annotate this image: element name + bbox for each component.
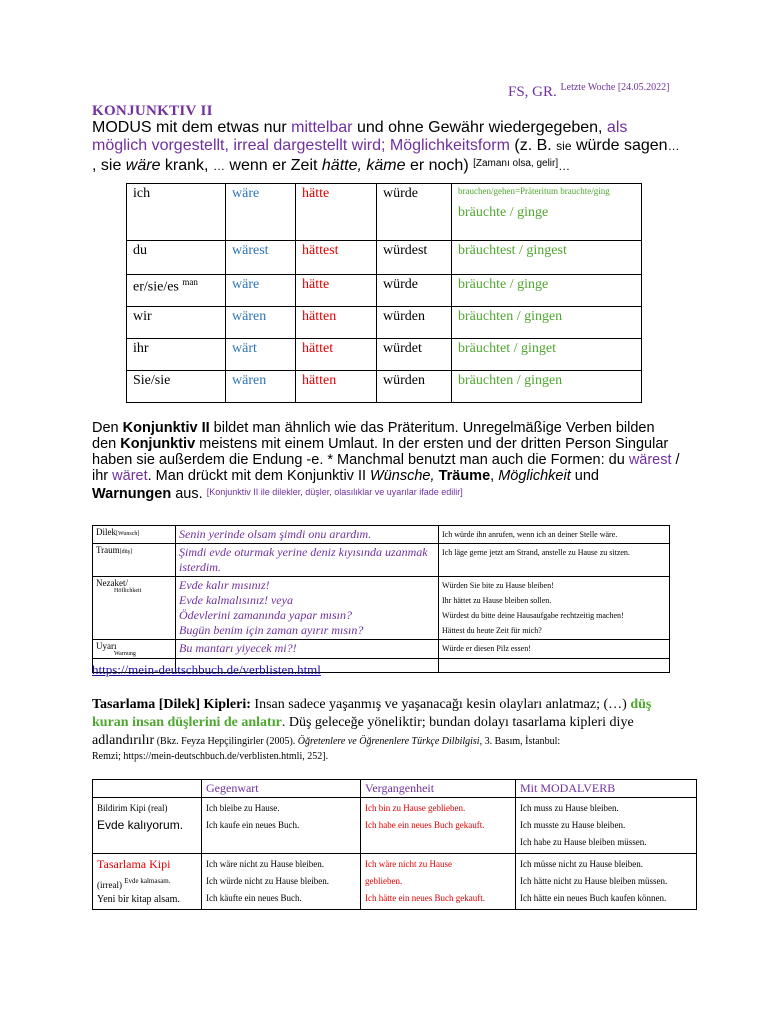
- pronoun: du: [133, 243, 147, 258]
- modes-row: [93, 798, 697, 854]
- wish-german: Würden Sie bite zu Hause bleiben!: [442, 581, 554, 590]
- wish-label-cell: [93, 526, 176, 544]
- gegenwart-cell: [202, 854, 361, 910]
- wish-label: Dilek: [96, 527, 116, 537]
- verb-form: bräuchte / ginge: [458, 277, 549, 292]
- intro-text: wenn er Zeit: [224, 157, 322, 174]
- modalverb-sentence: Ich hätte ein neues Buch kaufen können.: [520, 893, 667, 903]
- waere-cell: wären: [226, 371, 296, 403]
- page-title: KONJUNKTIV II: [92, 103, 213, 119]
- verb-form: bräuchtest / gingest: [458, 243, 567, 258]
- pronoun: ich: [133, 186, 151, 201]
- intro-translation: [Zamanı olsa, gelir]: [473, 158, 559, 169]
- verb-form-cell: [452, 241, 642, 275]
- verb-form-cell: [452, 184, 642, 241]
- modalverb-sentence: Ich müsse nicht zu Hause bleiben.: [520, 859, 643, 869]
- verb-form: bräuchte / ginge: [458, 205, 549, 220]
- vergangenheit-sentence: Ich hätte ein neues Buch gekauft.: [365, 893, 485, 903]
- intro-text: sie: [556, 139, 572, 153]
- wish-german: Ich läge gerne jetzt am Strand, anstelle zu Hause zu sitzen.: [442, 548, 630, 557]
- para-text: bildet man ähnlich wie das Präteritum. Unregelmäßige Verben bilden den: [92, 420, 655, 452]
- modes-header: [93, 780, 202, 798]
- modes-table: [92, 779, 697, 910]
- vergangenheit-sentence: Ich bin zu Hause geblieben.: [365, 803, 466, 813]
- verb-form-cell: [452, 307, 642, 339]
- verb-form-note: brauchen/gehen=Präteritum brauchte/ging: [458, 186, 610, 196]
- intro-example: hätte, käme: [321, 157, 406, 174]
- wish-label-cell: [93, 640, 176, 659]
- verb-form: bräuchten / gingen: [458, 373, 563, 388]
- verblisten-link[interactable]: https://mein-deutschbuch.de/verblisten.html: [92, 662, 321, 677]
- vergangenheit-sentence: Ich wäre nicht zu Hause: [365, 859, 452, 869]
- pronoun: Sie/sie: [133, 373, 171, 388]
- tasarlama-reference: , 3. Basım, İstanbul:: [479, 736, 561, 747]
- wish-examples-table: [92, 525, 670, 673]
- intro-text: würde sagen: [571, 137, 668, 154]
- tasarlama-paragraph: [92, 696, 682, 763]
- intro-text: …: [212, 159, 225, 173]
- para-term: Warnungen: [92, 486, 172, 502]
- pronoun-cell: [127, 184, 226, 241]
- mode-label-cell: [93, 798, 202, 854]
- tasarlama-reference: (Bkz. Feyza Hepçilingirler (2005).: [154, 736, 298, 747]
- conjugation-row: [127, 339, 642, 371]
- gegenwart-cell: [202, 798, 361, 854]
- mode-label: Tasarlama Kipi: [97, 857, 171, 871]
- para-term: Konjunktiv: [120, 436, 196, 452]
- wish-turkish-cell: [176, 640, 439, 659]
- mode-example-small: Evde kalmasam.: [124, 877, 171, 885]
- modalverb-sentence: Ich hätte nicht zu Hause bleiben müssen.: [520, 876, 668, 886]
- intro-text: , sie: [92, 157, 126, 174]
- conjugation-row: [127, 371, 642, 403]
- intro-text: er noch): [405, 157, 474, 174]
- wish-turkish: Şimdi evde oturmak yerine deniz kıyısında uzanmak isterdim.: [179, 545, 428, 574]
- wish-turkish: Evde kalır mısınız!: [179, 578, 270, 592]
- pronoun: wir: [133, 309, 152, 324]
- wuerde-cell: würden: [377, 371, 452, 403]
- wuerde-cell: würde: [377, 275, 452, 307]
- wish-turkish: Evde kalmalısınız! veya: [179, 593, 293, 607]
- conjugation-row: [127, 241, 642, 275]
- conjugation-row: [127, 307, 642, 339]
- verb-form-cell: [452, 275, 642, 307]
- modes-header: Gegenwart: [202, 780, 361, 798]
- wish-turkish: Ödevlerini zamanında yapar mısın?: [179, 608, 352, 622]
- vergangenheit-sentence: geblieben.: [365, 876, 403, 886]
- tasarlama-text: Insan sadece yaşanmış ve yaşanacağı kesin olayları anlatmaz; (…): [250, 697, 631, 712]
- intro-paragraph: [92, 119, 682, 175]
- wish-label-sub: Höflichkeit: [114, 588, 142, 594]
- intro-example: wäre: [125, 157, 161, 174]
- verb-form: bräuchtet / ginget: [458, 341, 556, 356]
- para-text: Den: [92, 420, 123, 436]
- haette-cell: hätten: [296, 371, 377, 403]
- para-text: aus.: [171, 486, 207, 502]
- intro-mittelbar: mittelbar: [291, 119, 353, 136]
- wish-label-cell: [93, 577, 176, 640]
- tasarlama-reference-cont: Remzi; https://mein-deutschbuch.de/verblisten.htmli, 252].: [92, 751, 329, 762]
- intro-text: (z. B.: [509, 137, 557, 154]
- intro-text: und ohne Gewähr wiedergegeben,: [352, 119, 607, 136]
- para-translation-note: [Konjunktiv II ile dilekler, düşler, olasılıklar ve uyarılar ifade edilir]: [206, 487, 463, 497]
- gegenwart-sentence: Ich bleibe zu Hause.: [206, 803, 280, 813]
- para-term: Konjunktiv II: [122, 420, 210, 436]
- author-initials: FS, GR.: [508, 84, 557, 100]
- para-text: ,: [490, 468, 499, 484]
- pronoun-cell: [127, 275, 226, 307]
- pronoun-cell: [127, 307, 226, 339]
- vergangenheit-sentence: Ich habe ein neues Buch gekauft.: [365, 820, 485, 830]
- para-text: . Man drückt mit dem Konjunktiv II: [147, 468, 371, 484]
- tasarlama-reference-book: Öğretenlere ve Öğrenenlere Türkçe Dilbilgisi: [297, 736, 480, 747]
- intro-text: …: [558, 159, 571, 173]
- wish-turkish-cell: [176, 526, 439, 544]
- wish-german: Hättest du heute Zeit für mich?: [442, 626, 542, 635]
- vergangenheit-cell: [361, 798, 516, 854]
- conjugation-row: [127, 275, 642, 307]
- wish-turkish: Bugün benim için zaman ayırır mısın?: [179, 623, 364, 637]
- wish-row: [93, 544, 670, 577]
- conjugation-table: [126, 183, 642, 403]
- waere-cell: wärest: [226, 241, 296, 275]
- gegenwart-sentence: Ich wäre nicht zu Hause bleiben.: [206, 859, 324, 869]
- mode-irreal-label: (irreal): [97, 880, 122, 890]
- wish-label: Nezaket/: [96, 578, 128, 588]
- wish-german: Würdest du bitte deine Hausaufgabe rechtzeitig machen!: [442, 611, 624, 620]
- pronoun: er/sie/es: [133, 279, 179, 295]
- wish-turkish-cell: [176, 544, 439, 577]
- tasarlama-heading: Tasarlama [Dilek] Kipleri:: [92, 697, 251, 712]
- mode-label-cell: [93, 854, 202, 910]
- modalverb-sentence: Ich musste zu Hause bleiben.: [520, 820, 626, 830]
- vergangenheit-cell: [361, 854, 516, 910]
- wish-label: Traum: [96, 545, 120, 555]
- haette-cell: hätten: [296, 307, 377, 339]
- wish-turkish-cell: [176, 577, 439, 640]
- para-term: Wünsche,: [370, 468, 435, 484]
- conjugation-row: [127, 184, 642, 241]
- wuerde-cell: würdest: [377, 241, 452, 275]
- modalverb-cell: [516, 854, 697, 910]
- verb-form-cell: [452, 339, 642, 371]
- wish-german-cell: [439, 640, 670, 659]
- haette-cell: hätte: [296, 184, 377, 241]
- wish-row: [93, 640, 670, 659]
- mode-example: Yeni bir kitap alsam.: [97, 894, 180, 905]
- wuerde-cell: würden: [377, 307, 452, 339]
- pronoun: ihr: [133, 341, 149, 356]
- para-form: wäret: [112, 468, 148, 484]
- modes-header: Vergangenheit: [361, 780, 516, 798]
- wish-turkish: Bu mantarı yiyecek mi?!: [179, 641, 297, 655]
- intro-text: …: [667, 139, 680, 153]
- pronoun-sup: man: [182, 277, 198, 287]
- last-week-date: Letzte Woche [24.05.2022]: [560, 82, 670, 93]
- wish-german: Ihr hättet zu Hause bleiben sollen.: [442, 596, 552, 605]
- waere-cell: wären: [226, 307, 296, 339]
- waere-cell: wärt: [226, 339, 296, 371]
- modes-header-row: [93, 780, 697, 798]
- tasarlama-highlight: düş kuran insan düşlerini de anlatır: [92, 697, 652, 730]
- waere-cell: wäre: [226, 184, 296, 241]
- wish-label-sub: [düş]: [119, 549, 133, 555]
- modes-header: Mit MODALVERB: [516, 780, 697, 798]
- wish-turkish: Senin yerinde olsam şimdi onu arardım.: [179, 527, 372, 541]
- modes-row: [93, 854, 697, 910]
- wish-german-cell: [439, 659, 670, 673]
- modalverb-cell: [516, 798, 697, 854]
- mode-example: Evde kalıyorum.: [97, 818, 184, 832]
- pronoun-cell: [127, 241, 226, 275]
- intro-text: krank,: [160, 157, 213, 174]
- wish-row: [93, 577, 670, 640]
- wish-german-cell: [439, 577, 670, 640]
- para-text: und: [570, 468, 599, 484]
- intro-text: MODUS mit dem etwas nur: [92, 119, 292, 136]
- para-form: wärest: [628, 452, 672, 468]
- gegenwart-sentence: Ich würde nicht zu Hause bleiben.: [206, 876, 329, 886]
- modalverb-sentence: Ich habe zu Hause bleiben müssen.: [520, 837, 647, 847]
- para-term: Träume: [438, 468, 491, 484]
- wish-label-sub: Warnung: [114, 651, 136, 657]
- tasarlama-text: . Düş geleceğe yöneliktir; bundan dolayı tasarlama kipleri diye adlandırılır: [92, 715, 634, 748]
- wish-label-cell: [93, 544, 176, 577]
- wish-row: [93, 526, 670, 544]
- para-text: / ihr: [92, 452, 680, 484]
- mode-irreal: [97, 873, 197, 894]
- explanation-paragraph: [92, 420, 682, 502]
- para-term: Möglichkeit: [498, 468, 571, 484]
- header-info: [508, 82, 670, 101]
- mode-label: Bildirim Kipi (real): [97, 803, 168, 813]
- wish-label: Uyarı: [96, 641, 117, 651]
- intro-highlight: als möglich vorgestellt, irreal dargestellt wird; Möglichkeitsform: [92, 119, 628, 154]
- wish-german: Würde er diesen Pilz essen!: [442, 644, 531, 653]
- wish-label-sub: [Wunsch]: [116, 531, 140, 537]
- waere-cell: wäre: [226, 275, 296, 307]
- haette-cell: hätte: [296, 275, 377, 307]
- pronoun-cell: [127, 339, 226, 371]
- pronoun-cell: [127, 371, 226, 403]
- para-text: meistens mit einem Umlaut. In der ersten und der dritten Person Singular haben sie außerdem die Endung -e. * Manchmal benutzt man auch die Formen: du: [92, 436, 669, 468]
- modalverb-sentence: Ich muss zu Hause bleiben.: [520, 803, 619, 813]
- gegenwart-sentence: Ich kaufe ein neues Buch.: [206, 820, 300, 830]
- gegenwart-sentence: Ich käufte ein neues Buch.: [206, 893, 302, 903]
- haette-cell: hättest: [296, 241, 377, 275]
- wuerde-cell: würdet: [377, 339, 452, 371]
- wish-german-cell: [439, 526, 670, 544]
- wish-german-cell: [439, 544, 670, 577]
- wuerde-cell: würde: [377, 184, 452, 241]
- wish-german: Ich würde ihn anrufen, wenn ich an deiner Stelle wäre.: [442, 530, 618, 539]
- verb-form-cell: [452, 371, 642, 403]
- haette-cell: hättet: [296, 339, 377, 371]
- verb-form: bräuchten / gingen: [458, 309, 563, 324]
